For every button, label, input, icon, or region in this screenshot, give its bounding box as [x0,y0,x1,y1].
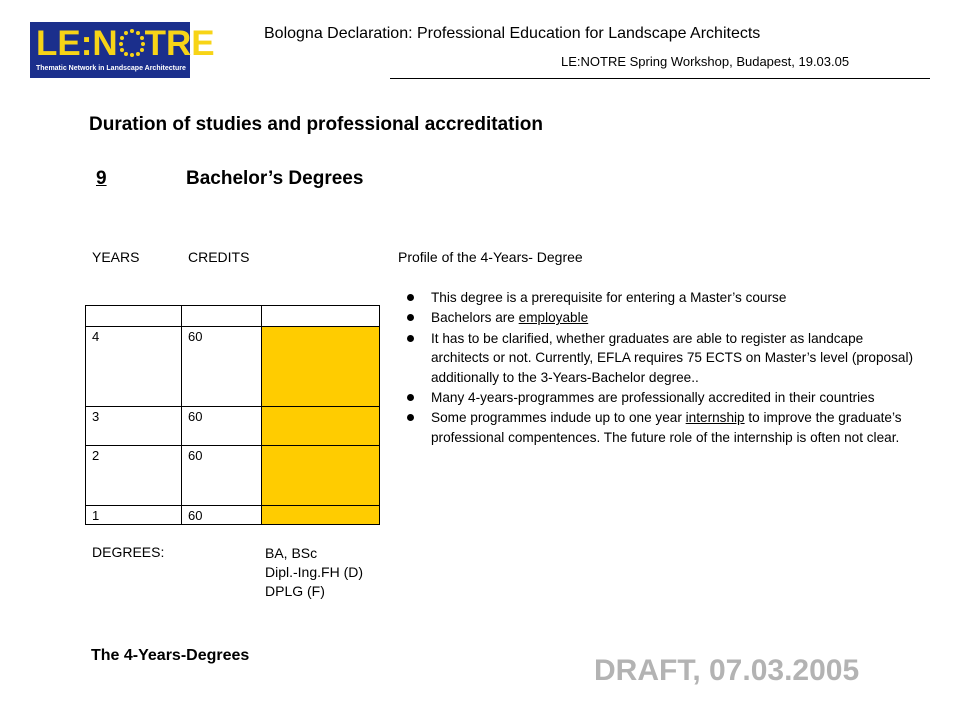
degree-item: Dipl.-Ing.FH (D) [265,564,364,580]
table-row-credits-cell: 60 [181,505,262,525]
bullet-icon [407,294,414,301]
credits-column-header: CREDITS [188,249,250,265]
years-column-header: YEARS [92,249,140,265]
footer-title: The 4-Years-Degrees [91,647,250,664]
table-row-highlight-cell [261,406,380,446]
section-title: Bachelor’s Degrees [186,168,364,189]
table-header-blank-cell [261,305,380,327]
table-row-credits-cell: 60 [181,406,262,446]
bullet-icon [407,414,414,421]
bullet-icon [407,394,414,401]
logo-subtitle: Thematic Network in Landscape Architecture [36,65,186,72]
table-header-blank-cell [181,305,262,327]
employable-link[interactable]: employable [518,310,589,326]
table-header-blank-cell [85,305,182,327]
bullet-icon [407,335,414,342]
degrees-list [265,544,363,601]
bullet-text: Some programmes indude up to one year [431,410,686,426]
logo-text-left: LE:N [36,24,118,63]
degree-item: BA, BSc [265,545,318,561]
table-row-year-cell: 1 [85,505,182,525]
header-divider [390,78,930,79]
draft-stamp: DRAFT, 07.03.2005 [594,654,860,687]
table-row-year-cell: 3 [85,406,182,446]
table-row-highlight-cell [261,445,380,506]
profile-bullet-list [405,288,915,447]
table-row-year-cell: 2 [85,445,182,506]
list-item [405,308,915,327]
bullet-text: This degree is a prerequisite for entering a Master’s course [431,290,787,305]
table-row-highlight-cell [261,326,380,407]
list-item [405,388,915,407]
le-notre-logo [30,22,215,78]
bullet-text: to improve the graduate’s professional compentences. The future role of the internship is often not clear. [431,410,902,445]
bullet-text: Bachelors are [431,310,519,326]
bullet-icon [407,314,414,321]
list-item [405,329,915,387]
section-number: 9 [96,168,107,189]
bullet-text: It has to be clarified, whether graduates are able to register as landcape architects or not. Currently, EFLA requires 75 ECTS on Master’s level (proposal) additionally to the 3-Years-Bachelor degree.. [431,330,914,385]
degrees-label: DEGREES: [92,544,165,560]
list-item [405,288,915,307]
table-row-credits-cell: 60 [181,326,262,407]
list-item [405,408,915,447]
logo-text-right: TRE [144,24,215,63]
degree-item: DPLG (F) [265,583,325,599]
page-title: Duration of studies and professional accreditation [89,114,543,135]
years-credits-table [85,305,380,525]
header-subtitle: LE:NOTRE Spring Workshop, Budapest, 19.03.05 [561,54,850,69]
header-title: Bologna Declaration: Professional Education for Landscape Architects [264,25,761,42]
eu-stars-icon [118,29,145,56]
profile-heading: Profile of the 4-Years- Degree [398,249,583,265]
bullet-text: Many 4-years-programmes are professionally accredited in their countries [431,390,875,406]
table-row-highlight-cell [261,505,380,525]
table-row-credits-cell: 60 [181,445,262,506]
internship-link[interactable]: internship [685,410,745,426]
table-row-year-cell: 4 [85,326,182,407]
